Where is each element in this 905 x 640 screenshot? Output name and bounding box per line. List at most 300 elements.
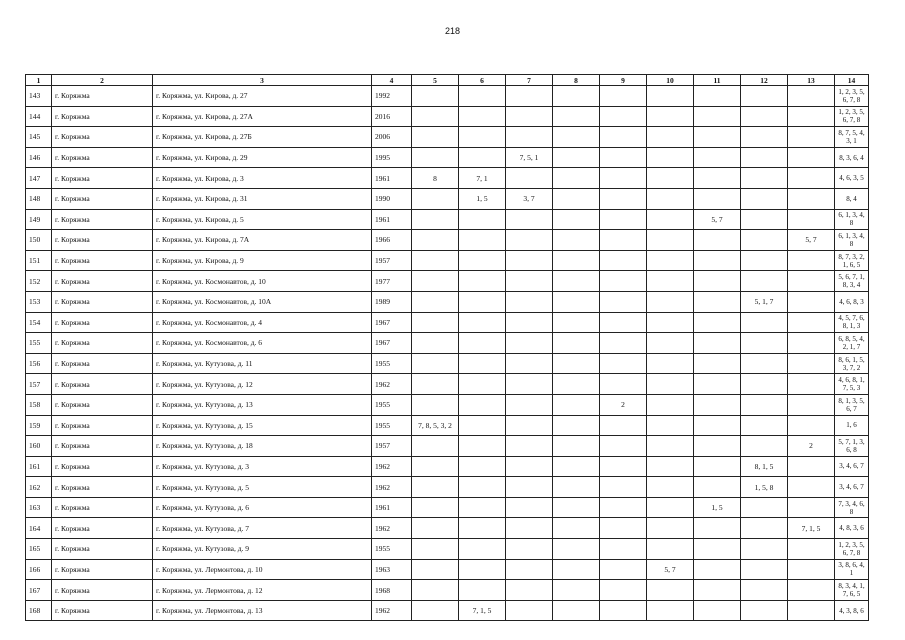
cell-col-7: [506, 250, 553, 271]
cell-col-9: [600, 497, 647, 518]
cell-col-6: [459, 127, 506, 148]
cell-address: г. Коряжма, ул. Кутузова, д. 11: [153, 353, 372, 374]
cell-col-10: [647, 539, 694, 560]
table-body: [26, 86, 869, 621]
cell-col-13: [788, 539, 835, 560]
cell-col-7: [506, 600, 553, 621]
cell-col-11: [694, 333, 741, 354]
cell-col-12: 5, 1, 7: [741, 291, 788, 312]
cell-col-5: [412, 580, 459, 601]
cell-col-11: [694, 250, 741, 271]
cell-address: г. Коряжма, ул. Кутузова, д. 18: [153, 436, 372, 457]
cell-col-5: [412, 312, 459, 333]
cell-address: г. Коряжма, ул. Кирова, д. 27А: [153, 106, 372, 127]
cell-col-7: [506, 456, 553, 477]
table-row: [26, 394, 869, 415]
cell-col-5: [412, 333, 459, 354]
cell-col-5: [412, 600, 459, 621]
cell-row-number: 149: [26, 209, 52, 230]
cell-col-8: [553, 559, 600, 580]
cell-col-12: [741, 250, 788, 271]
cell-col-10: 5, 7: [647, 559, 694, 580]
cell-col-8: [553, 209, 600, 230]
cell-col-6: 7, 1, 5: [459, 600, 506, 621]
cell-col-12: [741, 559, 788, 580]
cell-col-13: [788, 477, 835, 498]
column-header-11: 11: [694, 75, 741, 86]
table-row: [26, 456, 869, 477]
cell-address: г. Коряжма, ул. Лермонтова, д. 10: [153, 559, 372, 580]
cell-settlement: г. Коряжма: [52, 539, 153, 560]
cell-col-8: [553, 168, 600, 189]
cell-col-13: [788, 374, 835, 395]
cell-col-6: [459, 415, 506, 436]
cell-col-14: 5, 7, 1, 3, 6, 8: [835, 436, 869, 457]
cell-col-11: [694, 518, 741, 539]
cell-col-5: [412, 497, 459, 518]
cell-col-10: [647, 518, 694, 539]
cell-year-built: 1955: [372, 539, 412, 560]
cell-col-9: [600, 539, 647, 560]
cell-col-8: [553, 333, 600, 354]
cell-address: г. Коряжма, ул. Кирова, д. 5: [153, 209, 372, 230]
cell-col-7: 3, 7: [506, 188, 553, 209]
column-header-7: 7: [506, 75, 553, 86]
cell-col-12: [741, 147, 788, 168]
cell-col-8: [553, 600, 600, 621]
cell-col-5: [412, 188, 459, 209]
cell-col-10: [647, 127, 694, 148]
table-row: [26, 580, 869, 601]
cell-col-9: [600, 415, 647, 436]
cell-year-built: 1977: [372, 271, 412, 292]
cell-col-8: [553, 518, 600, 539]
cell-col-11: [694, 312, 741, 333]
cell-col-14: 3, 4, 6, 7: [835, 456, 869, 477]
cell-col-8: [553, 353, 600, 374]
cell-settlement: г. Коряжма: [52, 209, 153, 230]
cell-col-8: [553, 456, 600, 477]
cell-col-6: [459, 456, 506, 477]
cell-col-14: 6, 1, 3, 4, 8: [835, 209, 869, 230]
cell-col-13: [788, 291, 835, 312]
cell-col-7: [506, 415, 553, 436]
column-header-8: 8: [553, 75, 600, 86]
cell-col-14: 1, 6: [835, 415, 869, 436]
cell-col-6: [459, 250, 506, 271]
cell-year-built: 1955: [372, 353, 412, 374]
cell-col-11: [694, 271, 741, 292]
cell-row-number: 165: [26, 539, 52, 560]
cell-col-7: [506, 312, 553, 333]
cell-settlement: г. Коряжма: [52, 147, 153, 168]
cell-col-14: 6, 1, 3, 4, 8: [835, 230, 869, 251]
cell-address: г. Коряжма, ул. Космонавтов, д. 4: [153, 312, 372, 333]
cell-col-13: [788, 353, 835, 374]
cell-col-7: [506, 559, 553, 580]
cell-col-14: 3, 4, 6, 7: [835, 477, 869, 498]
table-row: [26, 230, 869, 251]
cell-col-12: [741, 209, 788, 230]
cell-settlement: г. Коряжма: [52, 600, 153, 621]
cell-col-11: [694, 539, 741, 560]
cell-col-11: [694, 374, 741, 395]
cell-col-12: [741, 312, 788, 333]
cell-col-6: [459, 312, 506, 333]
table-row: [26, 127, 869, 148]
cell-settlement: г. Коряжма: [52, 415, 153, 436]
cell-col-8: [553, 497, 600, 518]
cell-col-12: [741, 518, 788, 539]
cell-col-14: 7, 3, 4, 6, 8: [835, 497, 869, 518]
cell-address: г. Коряжма, ул. Кутузова, д. 3: [153, 456, 372, 477]
cell-row-number: 160: [26, 436, 52, 457]
cell-col-12: [741, 106, 788, 127]
cell-col-11: [694, 86, 741, 107]
cell-row-number: 156: [26, 353, 52, 374]
cell-col-14: 4, 6, 3, 5: [835, 168, 869, 189]
cell-row-number: 164: [26, 518, 52, 539]
column-header-12: 12: [741, 75, 788, 86]
cell-year-built: 1962: [372, 456, 412, 477]
cell-col-7: [506, 436, 553, 457]
cell-year-built: 2006: [372, 127, 412, 148]
cell-year-built: 1967: [372, 312, 412, 333]
cell-col-10: [647, 415, 694, 436]
cell-col-9: [600, 271, 647, 292]
cell-col-14: 1, 2, 3, 5, 6, 7, 8: [835, 86, 869, 107]
cell-col-10: [647, 600, 694, 621]
cell-col-5: [412, 374, 459, 395]
table-row: [26, 86, 869, 107]
cell-address: г. Коряжма, ул. Кирова, д. 29: [153, 147, 372, 168]
cell-col-12: [741, 539, 788, 560]
cell-col-14: 4, 3, 8, 6: [835, 600, 869, 621]
cell-col-14: 1, 2, 3, 5, 6, 7, 8: [835, 539, 869, 560]
cell-col-9: [600, 230, 647, 251]
cell-col-11: [694, 106, 741, 127]
cell-col-14: 8, 7, 5, 4, 3, 1: [835, 127, 869, 148]
cell-settlement: г. Коряжма: [52, 271, 153, 292]
cell-col-13: [788, 106, 835, 127]
cell-col-12: [741, 394, 788, 415]
cell-settlement: г. Коряжма: [52, 333, 153, 354]
cell-settlement: г. Коряжма: [52, 291, 153, 312]
cell-address: г. Коряжма, ул. Кутузова, д. 7: [153, 518, 372, 539]
cell-col-14: 4, 5, 7, 6, 8, 1, 3: [835, 312, 869, 333]
cell-row-number: 151: [26, 250, 52, 271]
cell-row-number: 154: [26, 312, 52, 333]
cell-address: г. Коряжма, ул. Лермонтова, д. 13: [153, 600, 372, 621]
cell-col-5: [412, 518, 459, 539]
cell-col-9: [600, 106, 647, 127]
cell-col-8: [553, 415, 600, 436]
cell-year-built: 1962: [372, 374, 412, 395]
table-row: [26, 436, 869, 457]
cell-col-10: [647, 353, 694, 374]
table-row: [26, 559, 869, 580]
cell-col-6: [459, 559, 506, 580]
cell-col-9: [600, 147, 647, 168]
cell-col-10: [647, 188, 694, 209]
cell-col-8: [553, 539, 600, 560]
cell-col-14: 1, 2, 3, 5, 6, 7, 8: [835, 106, 869, 127]
cell-year-built: 1968: [372, 580, 412, 601]
cell-address: г. Коряжма, ул. Кирова, д. 9: [153, 250, 372, 271]
cell-col-10: [647, 477, 694, 498]
cell-col-10: [647, 497, 694, 518]
cell-col-10: [647, 374, 694, 395]
cell-year-built: 1957: [372, 250, 412, 271]
cell-col-6: [459, 497, 506, 518]
cell-col-10: [647, 312, 694, 333]
cell-row-number: 153: [26, 291, 52, 312]
cell-col-8: [553, 394, 600, 415]
cell-col-10: [647, 106, 694, 127]
table-row: [26, 209, 869, 230]
cell-col-6: [459, 580, 506, 601]
cell-col-14: 8, 3, 4, 1, 7, 6, 5: [835, 580, 869, 601]
cell-col-6: [459, 291, 506, 312]
table-row: [26, 291, 869, 312]
cell-col-12: [741, 271, 788, 292]
cell-settlement: г. Коряжма: [52, 312, 153, 333]
cell-col-7: [506, 333, 553, 354]
cell-col-5: [412, 291, 459, 312]
cell-col-5: [412, 209, 459, 230]
table-row: [26, 374, 869, 395]
cell-col-12: [741, 600, 788, 621]
cell-row-number: 144: [26, 106, 52, 127]
cell-address: г. Коряжма, ул. Космонавтов, д. 6: [153, 333, 372, 354]
cell-settlement: г. Коряжма: [52, 559, 153, 580]
cell-col-9: [600, 127, 647, 148]
cell-col-14: 6, 8, 5, 4, 2, 1, 7: [835, 333, 869, 354]
cell-col-9: [600, 333, 647, 354]
cell-col-5: [412, 127, 459, 148]
cell-address: г. Коряжма, ул. Кутузова, д. 15: [153, 415, 372, 436]
cell-col-12: [741, 580, 788, 601]
cell-col-12: [741, 415, 788, 436]
cell-col-7: 7, 5, 1: [506, 147, 553, 168]
cell-col-8: [553, 271, 600, 292]
cell-col-11: [694, 580, 741, 601]
cell-col-13: [788, 580, 835, 601]
cell-col-13: [788, 456, 835, 477]
cell-col-5: [412, 436, 459, 457]
cell-col-6: [459, 539, 506, 560]
table-row: [26, 477, 869, 498]
cell-settlement: г. Коряжма: [52, 436, 153, 457]
cell-col-9: [600, 518, 647, 539]
cell-col-6: [459, 518, 506, 539]
cell-settlement: г. Коряжма: [52, 250, 153, 271]
cell-row-number: 150: [26, 230, 52, 251]
cell-row-number: 147: [26, 168, 52, 189]
cell-col-7: [506, 86, 553, 107]
cell-settlement: г. Коряжма: [52, 518, 153, 539]
cell-col-8: [553, 291, 600, 312]
cell-address: г. Коряжма, ул. Кирова, д. 3: [153, 168, 372, 189]
cell-col-10: [647, 394, 694, 415]
cell-col-6: [459, 147, 506, 168]
cell-col-5: [412, 559, 459, 580]
cell-year-built: 1957: [372, 436, 412, 457]
cell-row-number: 143: [26, 86, 52, 107]
table-row: [26, 415, 869, 436]
cell-col-11: [694, 188, 741, 209]
cell-col-10: [647, 86, 694, 107]
cell-col-11: [694, 291, 741, 312]
cell-col-13: [788, 559, 835, 580]
cell-col-7: [506, 230, 553, 251]
cell-col-13: [788, 333, 835, 354]
cell-address: г. Коряжма, ул. Кирова, д. 27Б: [153, 127, 372, 148]
cell-col-9: [600, 436, 647, 457]
cell-col-9: [600, 312, 647, 333]
cell-col-13: [788, 127, 835, 148]
cell-col-13: [788, 250, 835, 271]
cell-col-11: [694, 168, 741, 189]
cell-col-14: 8, 4: [835, 188, 869, 209]
table-row: [26, 518, 869, 539]
cell-col-9: [600, 456, 647, 477]
cell-col-12: [741, 168, 788, 189]
column-header-4: 4: [372, 75, 412, 86]
cell-col-6: [459, 106, 506, 127]
cell-col-5: [412, 86, 459, 107]
cell-col-8: [553, 580, 600, 601]
cell-col-12: [741, 86, 788, 107]
table-row: [26, 333, 869, 354]
table-row: [26, 539, 869, 560]
column-header-13: 13: [788, 75, 835, 86]
cell-col-11: [694, 559, 741, 580]
cell-col-7: [506, 497, 553, 518]
cell-year-built: 1995: [372, 147, 412, 168]
cell-settlement: г. Коряжма: [52, 374, 153, 395]
cell-row-number: 161: [26, 456, 52, 477]
cell-col-12: [741, 374, 788, 395]
cell-year-built: 1966: [372, 230, 412, 251]
cell-col-6: [459, 333, 506, 354]
table-row: [26, 600, 869, 621]
cell-settlement: г. Коряжма: [52, 168, 153, 189]
cell-col-6: [459, 271, 506, 292]
cell-col-8: [553, 477, 600, 498]
cell-col-8: [553, 250, 600, 271]
cell-col-11: [694, 415, 741, 436]
cell-col-13: [788, 600, 835, 621]
cell-col-5: [412, 230, 459, 251]
cell-row-number: 158: [26, 394, 52, 415]
cell-col-8: [553, 106, 600, 127]
cell-col-11: [694, 600, 741, 621]
cell-settlement: г. Коряжма: [52, 477, 153, 498]
cell-row-number: 145: [26, 127, 52, 148]
cell-col-6: [459, 436, 506, 457]
cell-settlement: г. Коряжма: [52, 188, 153, 209]
cell-col-8: [553, 147, 600, 168]
cell-col-7: [506, 580, 553, 601]
cell-col-8: [553, 230, 600, 251]
cell-col-7: [506, 168, 553, 189]
cell-col-6: [459, 374, 506, 395]
cell-col-14: 8, 1, 3, 5, 6, 7: [835, 394, 869, 415]
cell-address: г. Коряжма, ул. Кирова, д. 31: [153, 188, 372, 209]
cell-col-12: [741, 127, 788, 148]
cell-col-13: [788, 86, 835, 107]
table-row: [26, 188, 869, 209]
cell-year-built: 1961: [372, 168, 412, 189]
cell-row-number: 155: [26, 333, 52, 354]
cell-col-10: [647, 580, 694, 601]
cell-col-12: [741, 230, 788, 251]
cell-col-13: [788, 312, 835, 333]
cell-year-built: 1989: [372, 291, 412, 312]
cell-col-5: 7, 8, 5, 3, 2: [412, 415, 459, 436]
cell-row-number: 152: [26, 271, 52, 292]
cell-col-6: [459, 394, 506, 415]
column-header-6: 6: [459, 75, 506, 86]
cell-address: г. Коряжма, ул. Кутузова, д. 9: [153, 539, 372, 560]
table-header: [26, 75, 869, 86]
cell-settlement: г. Коряжма: [52, 394, 153, 415]
cell-col-6: [459, 353, 506, 374]
cell-col-9: [600, 250, 647, 271]
cell-settlement: г. Коряжма: [52, 353, 153, 374]
cell-col-11: 5, 7: [694, 209, 741, 230]
cell-col-12: [741, 353, 788, 374]
cell-col-8: [553, 312, 600, 333]
cell-year-built: 1963: [372, 559, 412, 580]
cell-col-11: [694, 127, 741, 148]
cell-col-9: [600, 600, 647, 621]
table-row: [26, 168, 869, 189]
cell-col-10: [647, 147, 694, 168]
cell-col-8: [553, 436, 600, 457]
cell-col-14: 5, 6, 7, 1, 8, 3, 4: [835, 271, 869, 292]
cell-col-6: [459, 209, 506, 230]
cell-col-7: [506, 353, 553, 374]
cell-col-6: [459, 86, 506, 107]
cell-year-built: 1992: [372, 86, 412, 107]
cell-col-12: [741, 436, 788, 457]
cell-col-9: [600, 86, 647, 107]
cell-col-14: 4, 6, 8, 3: [835, 291, 869, 312]
cell-col-9: [600, 291, 647, 312]
cell-col-11: [694, 477, 741, 498]
cell-col-5: [412, 539, 459, 560]
cell-col-11: [694, 456, 741, 477]
cell-col-9: [600, 477, 647, 498]
cell-col-10: [647, 209, 694, 230]
cell-col-12: [741, 188, 788, 209]
cell-col-12: [741, 497, 788, 518]
cell-col-10: [647, 250, 694, 271]
cell-address: г. Коряжма, ул. Кутузова, д. 5: [153, 477, 372, 498]
cell-col-9: [600, 559, 647, 580]
column-header-3: 3: [153, 75, 372, 86]
cell-settlement: г. Коряжма: [52, 456, 153, 477]
cell-col-11: [694, 230, 741, 251]
cell-address: г. Коряжма, ул. Космонавтов, д. 10А: [153, 291, 372, 312]
cell-row-number: 157: [26, 374, 52, 395]
cell-col-13: [788, 209, 835, 230]
cell-col-14: 3, 8, 6, 4, 1: [835, 559, 869, 580]
cell-col-13: 5, 7: [788, 230, 835, 251]
cell-year-built: 1955: [372, 415, 412, 436]
